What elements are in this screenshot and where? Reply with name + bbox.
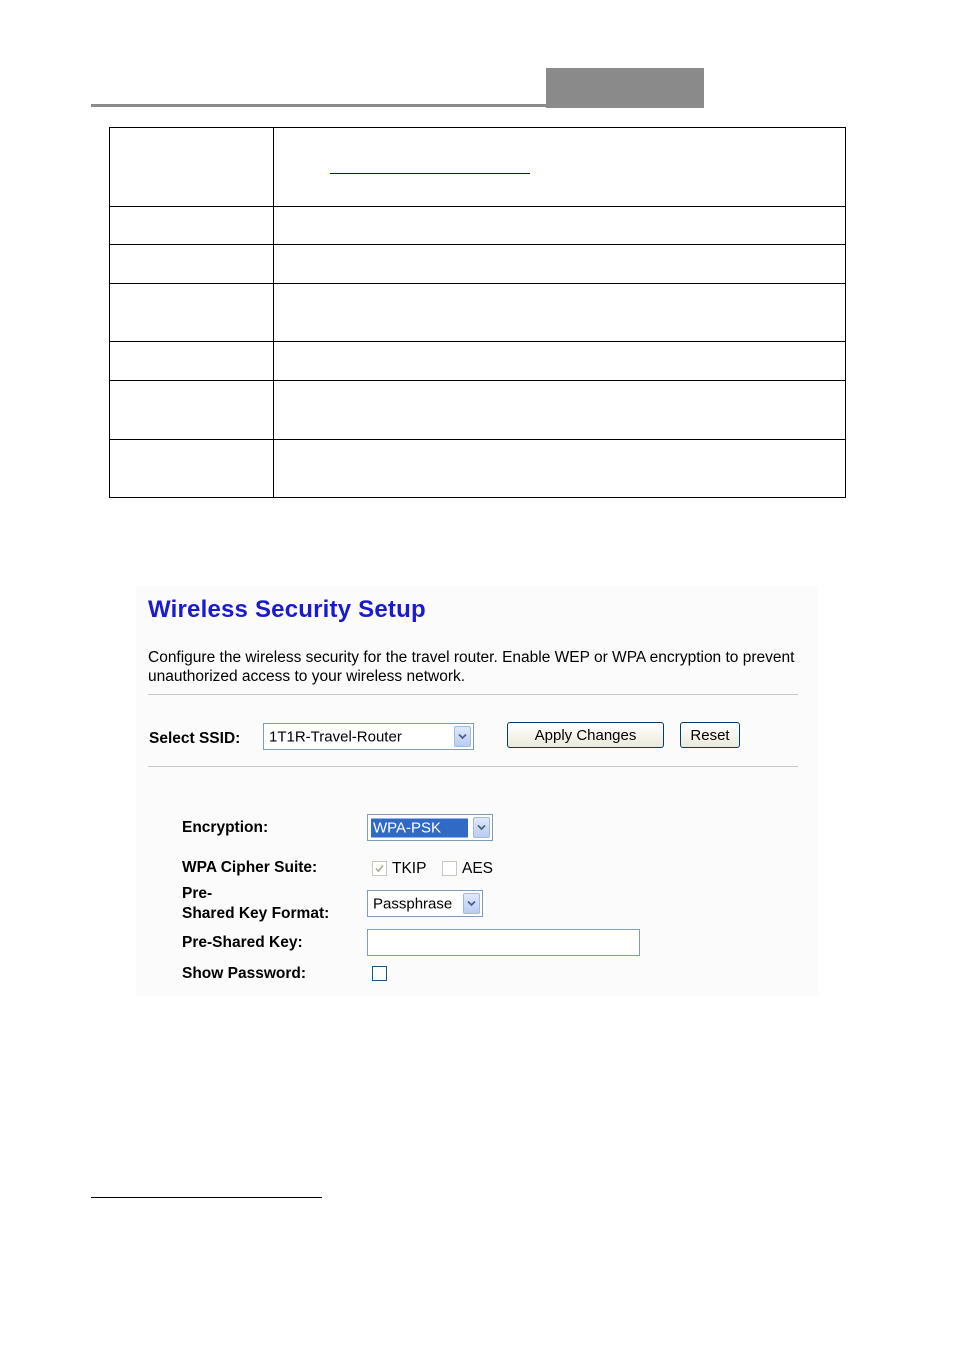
apply-changes-button[interactable]: Apply Changes <box>507 722 664 748</box>
encryption-value: WPA-PSK <box>371 818 468 837</box>
cipher-suite-label: WPA Cipher Suite: <box>182 859 318 876</box>
footnote-rule <box>91 1197 322 1198</box>
divider <box>148 694 798 695</box>
table-row <box>110 440 846 498</box>
table-row <box>110 381 846 440</box>
ssid-label: Select SSID: <box>149 730 241 747</box>
tkip-checkbox[interactable] <box>372 861 387 876</box>
chevron-down-icon[interactable] <box>463 893 480 914</box>
table-row <box>110 284 846 342</box>
check-icon <box>373 862 386 875</box>
header-block <box>546 68 704 108</box>
show-password-checkbox[interactable] <box>372 966 387 981</box>
key-format-value: Passphrase <box>373 895 453 912</box>
show-password-label: Show Password: <box>182 965 307 982</box>
psk-label: Pre-Shared Key: <box>182 934 303 951</box>
aes-label: AES <box>462 860 494 877</box>
chevron-down-icon[interactable] <box>473 817 490 838</box>
table-row <box>110 128 846 207</box>
ssid-select[interactable] <box>263 723 474 750</box>
header-rule <box>91 104 546 107</box>
encryption-label: Encryption: <box>182 819 269 836</box>
tkip-label: TKIP <box>392 860 427 877</box>
ssid-value: 1T1R-Travel-Router <box>269 728 402 745</box>
table-row <box>110 245 846 284</box>
chevron-down-icon[interactable] <box>454 726 471 747</box>
key-format-select[interactable] <box>367 890 483 917</box>
divider <box>148 766 798 767</box>
key-format-label-line1: Pre- <box>182 885 213 902</box>
key-format-label-line2: Shared Key Format: <box>182 905 330 922</box>
link-underline[interactable] <box>330 173 530 174</box>
reset-button[interactable]: Reset <box>680 722 740 748</box>
page-title: Wireless Security Setup <box>148 596 426 623</box>
aes-checkbox[interactable] <box>442 861 457 876</box>
table-row <box>110 342 846 381</box>
doc-table <box>109 127 846 498</box>
psk-input[interactable] <box>367 929 640 956</box>
table-row <box>110 207 846 245</box>
encryption-select[interactable] <box>367 814 493 841</box>
page-description: Configure the wireless security for the travel router. Enable WEP or WPA encryption to prevent unauthorized access to your wireless network. <box>148 649 795 685</box>
